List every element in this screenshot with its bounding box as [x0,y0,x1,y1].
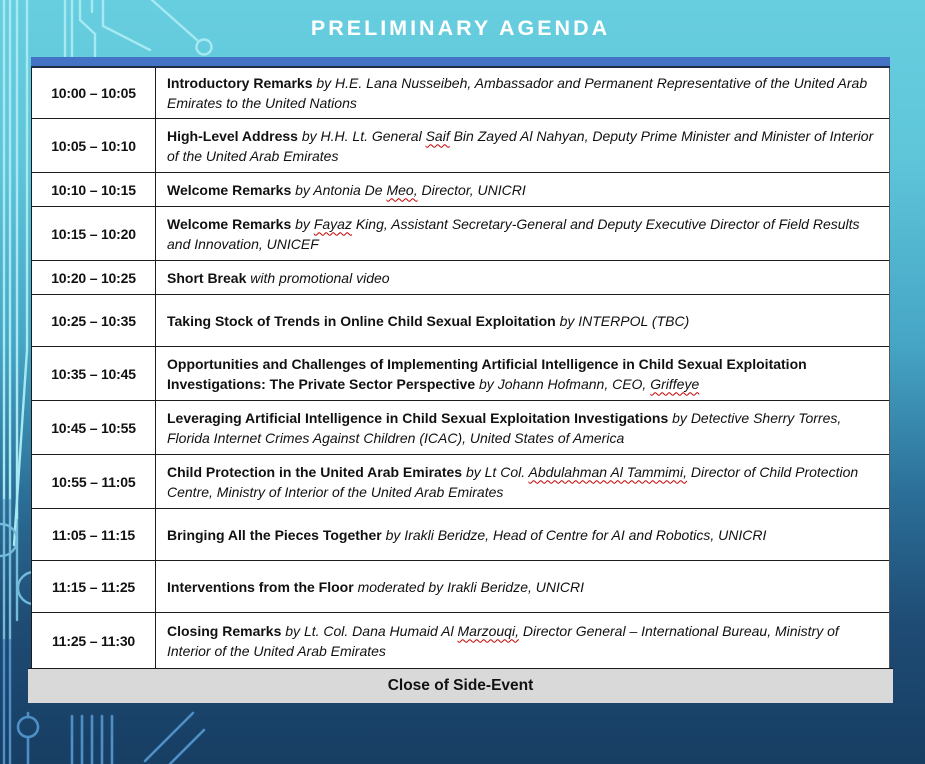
description-cell [156,347,889,400]
time-cell: 11:05 – 11:15 [32,509,156,560]
agenda-text-segment: Child Protection in the United Arab Emirates [167,463,466,480]
agenda-text-segment: High-Level Address [167,127,302,144]
agenda-row [32,68,889,118]
description-cell [156,455,889,508]
description-cell [156,173,889,206]
spellcheck-flagged-text: Saif [425,127,450,144]
agenda-text-segment: Interventions from the Floor [167,578,358,595]
time-cell: 11:25 – 11:30 [32,613,156,668]
agenda-text-segment: by H.H. Lt. General [301,127,426,144]
agenda-row [32,206,889,260]
description-cell [156,295,889,346]
spellcheck-flagged-text: Meo, [386,181,418,198]
description-cell [156,561,889,612]
agenda-text-segment: Director General – International Bureau, Ministry of Interior of the United Arab Emirates [167,622,839,659]
agenda-text-segment: with promotional video [250,269,390,286]
agenda-text-segment: by H.E. Lana Nusseibeh, Ambassador and Permanent Representative of the United Arab Emirates to the United Nations [167,75,868,111]
agenda-row [32,118,889,172]
agenda-row [32,400,889,454]
agenda-row [32,560,889,612]
agenda-text-segment: Bringing All the Pieces Together [167,526,386,543]
description-cell [156,261,889,294]
agenda-text-segment: Opportunities and Challenges of Implementing Artificial Intelligence in Child Sexual Exploitation Investigations: The Private Sector Perspective [167,355,807,392]
agenda-row [32,172,889,206]
spellcheck-flagged-text: Abdulahman Al Tammimi, [528,463,687,480]
table-footer-row [28,668,893,703]
spellcheck-flagged-text: Griffeye [650,375,700,392]
agenda-text-segment: moderated by Irakli Beridze, UNICRI [357,578,584,595]
circuit-trace [145,713,193,761]
spellcheck-flagged-text: Marzouqi, [457,622,519,639]
slide-title: PRELIMINARY AGENDA [310,16,611,40]
time-cell: 10:55 – 11:05 [32,455,156,508]
agenda-row [32,346,889,400]
agenda-row [32,260,889,294]
agenda-text-segment: by Lt Col. [465,463,529,480]
agenda-row [32,454,889,508]
agenda-text-segment: by Lt. Col. Dana Humaid Al [285,622,458,639]
time-cell: 10:35 – 10:45 [32,347,156,400]
description-cell [156,207,889,260]
description-cell [156,68,889,118]
agenda-text-segment: Closing Remarks [167,622,286,639]
time-cell: 10:00 – 10:05 [32,68,156,118]
time-cell: 10:20 – 10:25 [32,261,156,294]
agenda-row [32,508,889,560]
agenda-text-segment: by Antonia De [295,181,387,198]
time-cell: 10:45 – 10:55 [32,401,156,454]
agenda-rows [31,68,890,668]
close-of-event-label: Close of Side-Event [387,677,534,694]
description-cell [156,613,889,668]
agenda-text-segment: Taking Stock of Trends in Online Child Sexual Exploitation [167,312,560,329]
agenda-text-segment: Introductory Remarks [167,75,317,91]
spellcheck-flagged-text: Fayaz [313,215,352,232]
description-cell [156,119,889,172]
agenda-text-segment: Welcome Remarks [167,181,296,198]
agenda-text-segment: Leveraging Artificial Intelligence in Child Sexual Exploitation Investigations [167,409,673,426]
time-cell: 10:15 – 10:20 [32,207,156,260]
table-header-bar [31,57,890,68]
time-cell: 10:05 – 10:10 [32,119,156,172]
agenda-text-segment: Bin Zayed Al Nahyan, Deputy Prime Minister and Minister of Interior of the United Arab Emirates [167,127,874,164]
agenda-text-segment: by Johann Hofmann, CEO, [479,375,651,392]
agenda-text-segment: Short Break [167,269,251,286]
time-cell: 10:10 – 10:15 [32,173,156,206]
agenda-table [31,57,890,703]
agenda-text-segment: by [295,215,314,232]
description-cell [156,509,889,560]
agenda-row [32,612,889,668]
circuit-trace [170,730,204,764]
agenda-text-segment: King, Assistant Secretary-General and Deputy Executive Director of Field Results and Innovation, UNICEF [167,215,860,252]
time-cell: 11:15 – 11:25 [32,561,156,612]
circuit-node [18,717,38,737]
agenda-text-segment: Director, UNICRI [417,181,526,198]
agenda-text-segment: Director of Child Protection Centre, Ministry of Interior of the United Arab Emirates [167,463,859,500]
agenda-row [32,294,889,346]
agenda-text-segment: Welcome Remarks [167,215,296,232]
agenda-text-segment: by Detective Sherry Torres, Florida Internet Crimes Against Children (ICAC), United States of America [167,409,842,446]
description-cell [156,401,889,454]
time-cell: 10:25 – 10:35 [32,295,156,346]
agenda-text-segment: by INTERPOL (TBC) [559,312,690,329]
agenda-text-segment: by Irakli Beridze, Head of Centre for AI and Robotics, UNICRI [385,526,767,543]
